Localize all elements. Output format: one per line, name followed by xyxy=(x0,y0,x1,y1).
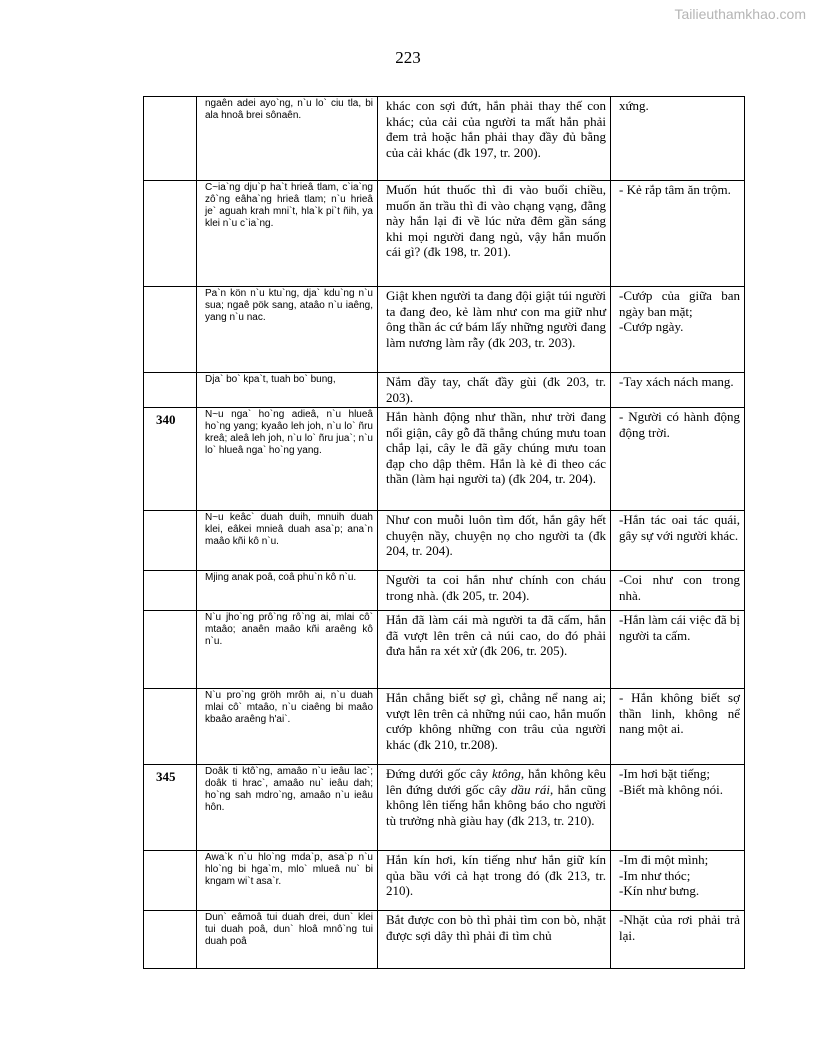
table-row xyxy=(144,851,745,911)
page-number: 223 xyxy=(395,48,421,67)
meaning-line: - Kẻ rắp tâm ăn trộm. xyxy=(619,182,731,197)
source-text: Mjing anak poâ, coâ phu`n kô n`u. xyxy=(197,571,378,611)
translation-part: , hắn cũng không lên tiếng hắn không báo cho người tù trưởng nhà giàu hay (đk 213, tr. 210). xyxy=(386,781,606,828)
meaning-text xyxy=(611,408,745,511)
meaning-line: -Biết mà không nói. xyxy=(619,781,723,797)
table-row xyxy=(144,511,745,571)
meaning-line: -Cướp ngày. xyxy=(619,319,684,334)
source-text: Dun` eâmoâ tui duah drei, dun` klei tui duah poâ, dun` hloâ mnô`ng tui duah poâ xyxy=(197,911,378,969)
meaning-line: -Coi như con trong nhà. xyxy=(619,572,740,603)
translation-text xyxy=(378,765,611,851)
table-row xyxy=(144,765,745,851)
translation-text: Người ta coi hắn như chính con cháu trong nhà. (đk 205, tr. 204). xyxy=(378,571,611,611)
meaning-line: -Tay xách nách mang. xyxy=(619,374,734,389)
table-row xyxy=(144,97,745,181)
source-text: N`u jho`ng prô`ng rô`ng ai, mlai cô` mtaâo; anaên maâo kñi araêng kô n`u. xyxy=(197,611,378,689)
row-number xyxy=(144,181,197,287)
meaning-line: -Cướp của giữa ban ngày ban mặt; xyxy=(619,288,740,319)
meaning-text xyxy=(611,97,745,181)
table-row xyxy=(144,571,745,611)
row-number xyxy=(144,911,197,969)
meaning-line: -Im như thóc; xyxy=(619,867,691,883)
meaning-text xyxy=(611,765,745,851)
meaning-text xyxy=(611,373,745,408)
source-text: C~ia`ng dju`p ha`t hrieâ tlam, c`ia`ng zô`ng eâha`ng hrieâ tlam; n`u hrieâ je` aguah krah mni`t, hla`k pi`t ñih, ya klei n`u c`ia`ng. xyxy=(197,181,378,287)
meaning-line: - Người có hành động động trời. xyxy=(619,409,740,440)
proverb-table xyxy=(143,96,745,969)
meaning-line: -Hắn làm cái việc đã bị người ta cấm. xyxy=(619,612,740,643)
source-text: Dja` bo` kpa`t, tuah bo` bung, xyxy=(197,373,378,408)
source-text: Doâk ti ktô`ng, amaâo n`u ieâu lac`; doâk ti hrac`, amaâo nu` ieâu dah; ho`ng sah mdro`ng, amaâo n`u ieâu hôn. xyxy=(197,765,378,851)
table-row xyxy=(144,408,745,511)
source-text: ngaên adei ayo`ng, n`u lo` ciu tla, bi ala hnoâ brei sônaên. xyxy=(197,97,378,181)
table-row xyxy=(144,911,745,969)
meaning-line: -Hắn tác oai tác quái, gây sự với người khác. xyxy=(619,512,740,543)
translation-italic-part: dầu rái xyxy=(511,781,551,797)
meaning-text xyxy=(611,511,745,571)
table-row xyxy=(144,689,745,765)
source-text: Awa`k n`u hlo`ng mda`p, asa`p n`u hlo`ng bi hga`m, mlo` mlueâ nu` bi kngam wi`t asa`r. xyxy=(197,851,378,911)
meaning-line: -Kín như bưng. xyxy=(619,883,700,898)
translation-text: khác con sợi đứt, hắn phải thay thế con khác; của cải của người ta mất hắn phải đem trả hoặc hắn phải thay đầy đủ bằng của cải khác (đk 197, tr. 200). xyxy=(378,97,611,181)
meaning-text xyxy=(611,851,745,911)
source-text: N~u nga` ho`ng adieâ, n`u hlueâ ho`ng yang; kyaâo leh joh, n`u lo` ñru kreâ; aleâ leh joh, n`u lo` ñru jua`; n`u lo` hlueâ nga` ho`ng yang. xyxy=(197,408,378,511)
translation-italic-part: ktông xyxy=(492,766,521,781)
row-number xyxy=(144,287,197,373)
row-number xyxy=(144,571,197,611)
table-row xyxy=(144,181,745,287)
translation-text: Hắn kín hơi, kín tiếng như hắn giữ kín qủa bầu với cả hạt trong đó (đk 213, tr. 210). xyxy=(378,851,611,911)
translation-text: Hắn hành động như thần, như trời đang nổi giận, cây gỗ đã thẳng chúng mưu toan chắp lại, cây le đã gãy chúng mưu toan đạp cho dập thêm. Hắn là kẻ đi theo các thần (làm hại người ta) (đk 204, tr. 204). xyxy=(378,408,611,511)
meaning-text xyxy=(611,571,745,611)
table-row xyxy=(144,373,745,408)
row-number: 345 xyxy=(144,765,197,851)
translation-text: Hắn chẳng biết sợ gì, chẳng nể nang ai; vượt lên trên cả những núi cao, hắn muốn cướp không những con trâu của người khác (đk 210, tr.208). xyxy=(378,689,611,765)
translation-text: Muốn hút thuốc thì đi vào buổi chiều, muốn ăn trầu thì đi vào chạng vạng, đằng này hắn lại đi về lúc nửa đêm gần sáng khi mọi người đang ngủ, vậy hắn muốn cái gì? (đk 198, tr. 201). xyxy=(378,181,611,287)
meaning-line: -Nhặt của rơi phải trả lại. xyxy=(619,912,740,943)
row-number xyxy=(144,611,197,689)
meaning-line: xứng. xyxy=(619,98,649,113)
translation-text: Giật khen người ta đang đội giật túi người ta đang đeo, kẻ làm như con ma giữ như ông thần ác cứ bám lấy những người đang làm nương làm rẫy (đk 203, tr. 203). xyxy=(378,287,611,373)
meaning-text xyxy=(611,911,745,969)
meaning-text xyxy=(611,689,745,765)
meaning-line: -Im hơi bặt tiếng; xyxy=(619,766,710,781)
meaning-text xyxy=(611,181,745,287)
table-row xyxy=(144,287,745,373)
translation-text: Hắn đã làm cái mà người ta đã cấm, hắn đã vượt lên trên cả núi cao, do đó phải đưa hắn ra xét xử (đk 206, tr. 205). xyxy=(378,611,611,689)
meaning-line: - Hắn không biết sợ thần linh, không nể nang một ai. xyxy=(619,690,740,736)
row-number xyxy=(144,511,197,571)
translation-text: Nắm đầy tay, chất đầy gùi (đk 203, tr. 203). xyxy=(378,373,611,408)
meaning-line: -Im đi một mình; xyxy=(619,852,709,867)
table-body xyxy=(144,97,745,969)
source-text: N`u pro`ng gröh mrôh ai, n`u duah mlai cô` mtaâo, n`u ciaêng bi maâo kbaâo araêng h'ai`. xyxy=(197,689,378,765)
source-text: Pa`n kön n`u ktu`ng, dja` kdu`ng n`u sua; ngaê pök sang, ataâo n`u iaêng, yang n`u nac. xyxy=(197,287,378,373)
translation-text: Bắt được con bò thì phải tìm con bò, nhặt được sợi dây thì phải đi tìm chủ xyxy=(378,911,611,969)
watermark: Tailieuthamkhao.com xyxy=(674,6,806,22)
translation-text: Như con muỗi luôn tìm đốt, hắn gây hết chuyện nầy, chuyện nọ cho người ta (đk 204, tr. 204). xyxy=(378,511,611,571)
translation-part: , hắn không kêu lên đứng dưới gốc cây xyxy=(386,766,606,797)
meaning-text xyxy=(611,287,745,373)
source-text: N~u keâc` duah duih, mnuih duah klei, eâkei mnieâ duah asa`p; ana`n maâo kñi kô n`u. xyxy=(197,511,378,571)
row-number xyxy=(144,689,197,765)
row-number xyxy=(144,373,197,408)
row-number xyxy=(144,851,197,911)
meaning-text xyxy=(611,611,745,689)
row-number: 340 xyxy=(144,408,197,511)
row-number xyxy=(144,97,197,181)
table-row xyxy=(144,611,745,689)
translation-part: Đứng dưới gốc cây xyxy=(386,766,493,781)
